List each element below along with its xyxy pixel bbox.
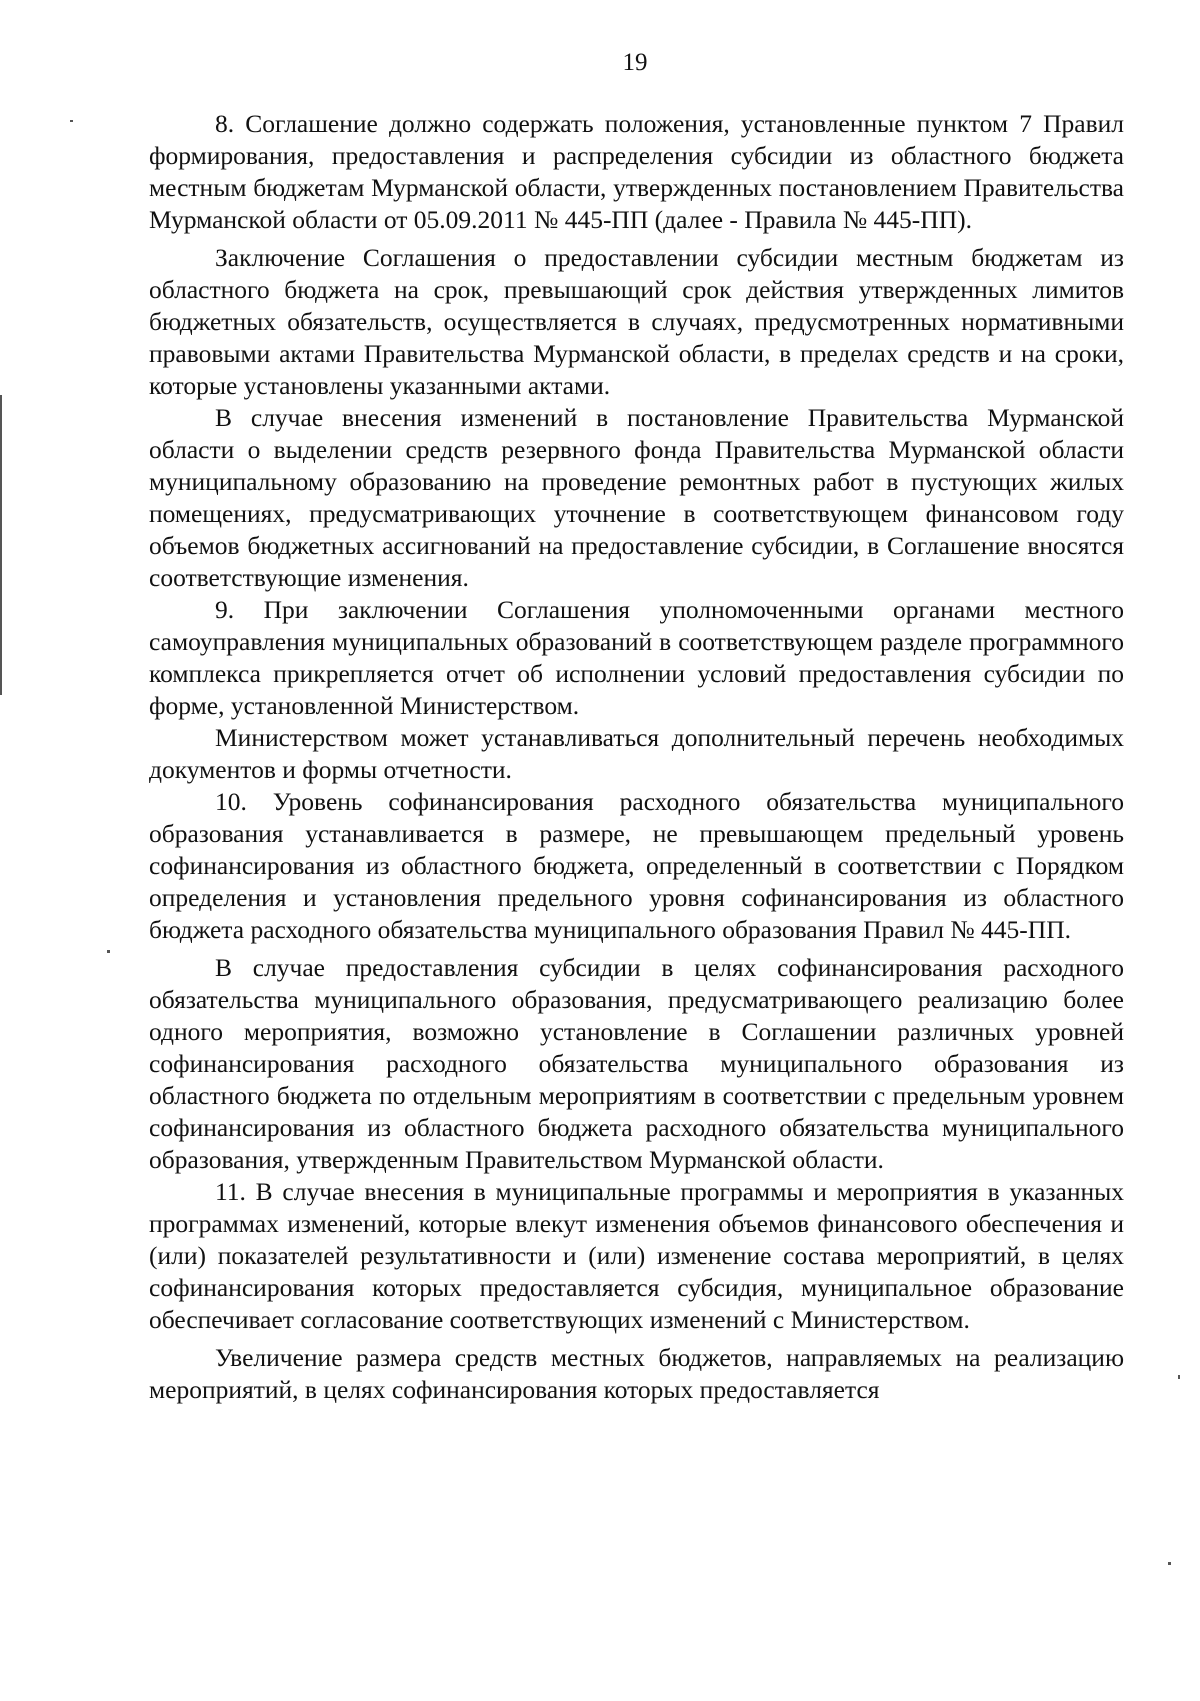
scan-speck bbox=[1168, 1562, 1171, 1565]
paragraph-8-agreement-provisions: 8. Соглашение должно содержать положения, установленные пунктом 7 Правил формирования, предоставления и распределения субсидии из областного бюджета местным бюджетам Мурманской области, утвержденных постановлением Правительства Мурманской области от 05.09.2011 № 445-ПП (далее - Правила № 445-ПП). bbox=[149, 109, 1124, 234]
scan-speck bbox=[70, 120, 73, 122]
paragraph-11-program-changes: 11. В случае внесения в муниципальные программы и мероприятия в указанных программах изменений, которые влекут изменения объемов финансового обеспечения и (или) показателей результативности и (или) изменение состава мероприятий, в целях софинансирования которых предоставляется субсидия, муниципальное образование обеспечивает согласование соответствующих изменений с Министерством. bbox=[149, 1177, 1124, 1334]
scan-speck bbox=[107, 950, 110, 953]
paragraph-9-report: 9. При заключении Соглашения уполномоченными органами местного самоуправления муниципальных образований в соответствующем разделе программного комплекса прикрепляется отчет об исполнении условий предоставления субсидии по форме, установленной Министерством. bbox=[149, 595, 1124, 720]
paragraph-additional-documents: Министерством может устанавливаться дополнительный перечень необходимых документов и формы отчетности. bbox=[149, 723, 1124, 784]
page-number: 19 bbox=[622, 49, 648, 76]
scan-speck bbox=[1178, 1375, 1180, 1379]
scan-edge-line bbox=[0, 395, 2, 695]
paragraph-10-cofinancing-level: 10. Уровень софинансирования расходного обязательства муниципального образования устанавливается в размере, не превышающем предельный уровень софинансирования из областного бюджета, определенный в соответствии с Порядком определения и установления предельного уровня софинансирования из областного бюджета расходного обязательства муниципального образования Правил № 445-ПП. bbox=[149, 787, 1124, 944]
paragraph-local-budget-increase: Увеличение размера средств местных бюджетов, направляемых на реализацию мероприятий, в целях софинансирования которых предоставляется bbox=[149, 1343, 1124, 1404]
document-body bbox=[149, 108, 1124, 1406]
paragraph-amendments: В случае внесения изменений в постановление Правительства Мурманской области о выделении средств резервного фонда Правительства Мурманской области муниципальному образованию на проведение ремонтных работ в пустующих жилых помещениях, предусматривающих уточнение в соответствующем финансовом году объемов бюджетных ассигнований на предоставление субсидии, в Соглашение вносятся соответствующие изменения. bbox=[149, 403, 1124, 592]
paragraph-multiple-measures: В случае предоставления субсидии в целях софинансирования расходного обязательства муниципального образования, предусматривающего реализацию более одного мероприятия, возможно установление в Соглашении различных уровней софинансирования расходного обязательства муниципального образования из областного бюджета по отдельным мероприятиям в соответствии с предельным уровнем софинансирования из областного бюджета расходного обязательства муниципального образования, утвержденным Правительством Мурманской области. bbox=[149, 953, 1124, 1174]
paragraph-agreement-term: Заключение Соглашения о предоставлении субсидии местным бюджетам из областного бюджета на срок, превышающий срок действия утвержденных лимитов бюджетных обязательств, осуществляется в случаях, предусмотренных нормативными правовыми актами Правительства Мурманской области, в пределах средств и на сроки, которые установлены указанными актами. bbox=[149, 243, 1124, 400]
